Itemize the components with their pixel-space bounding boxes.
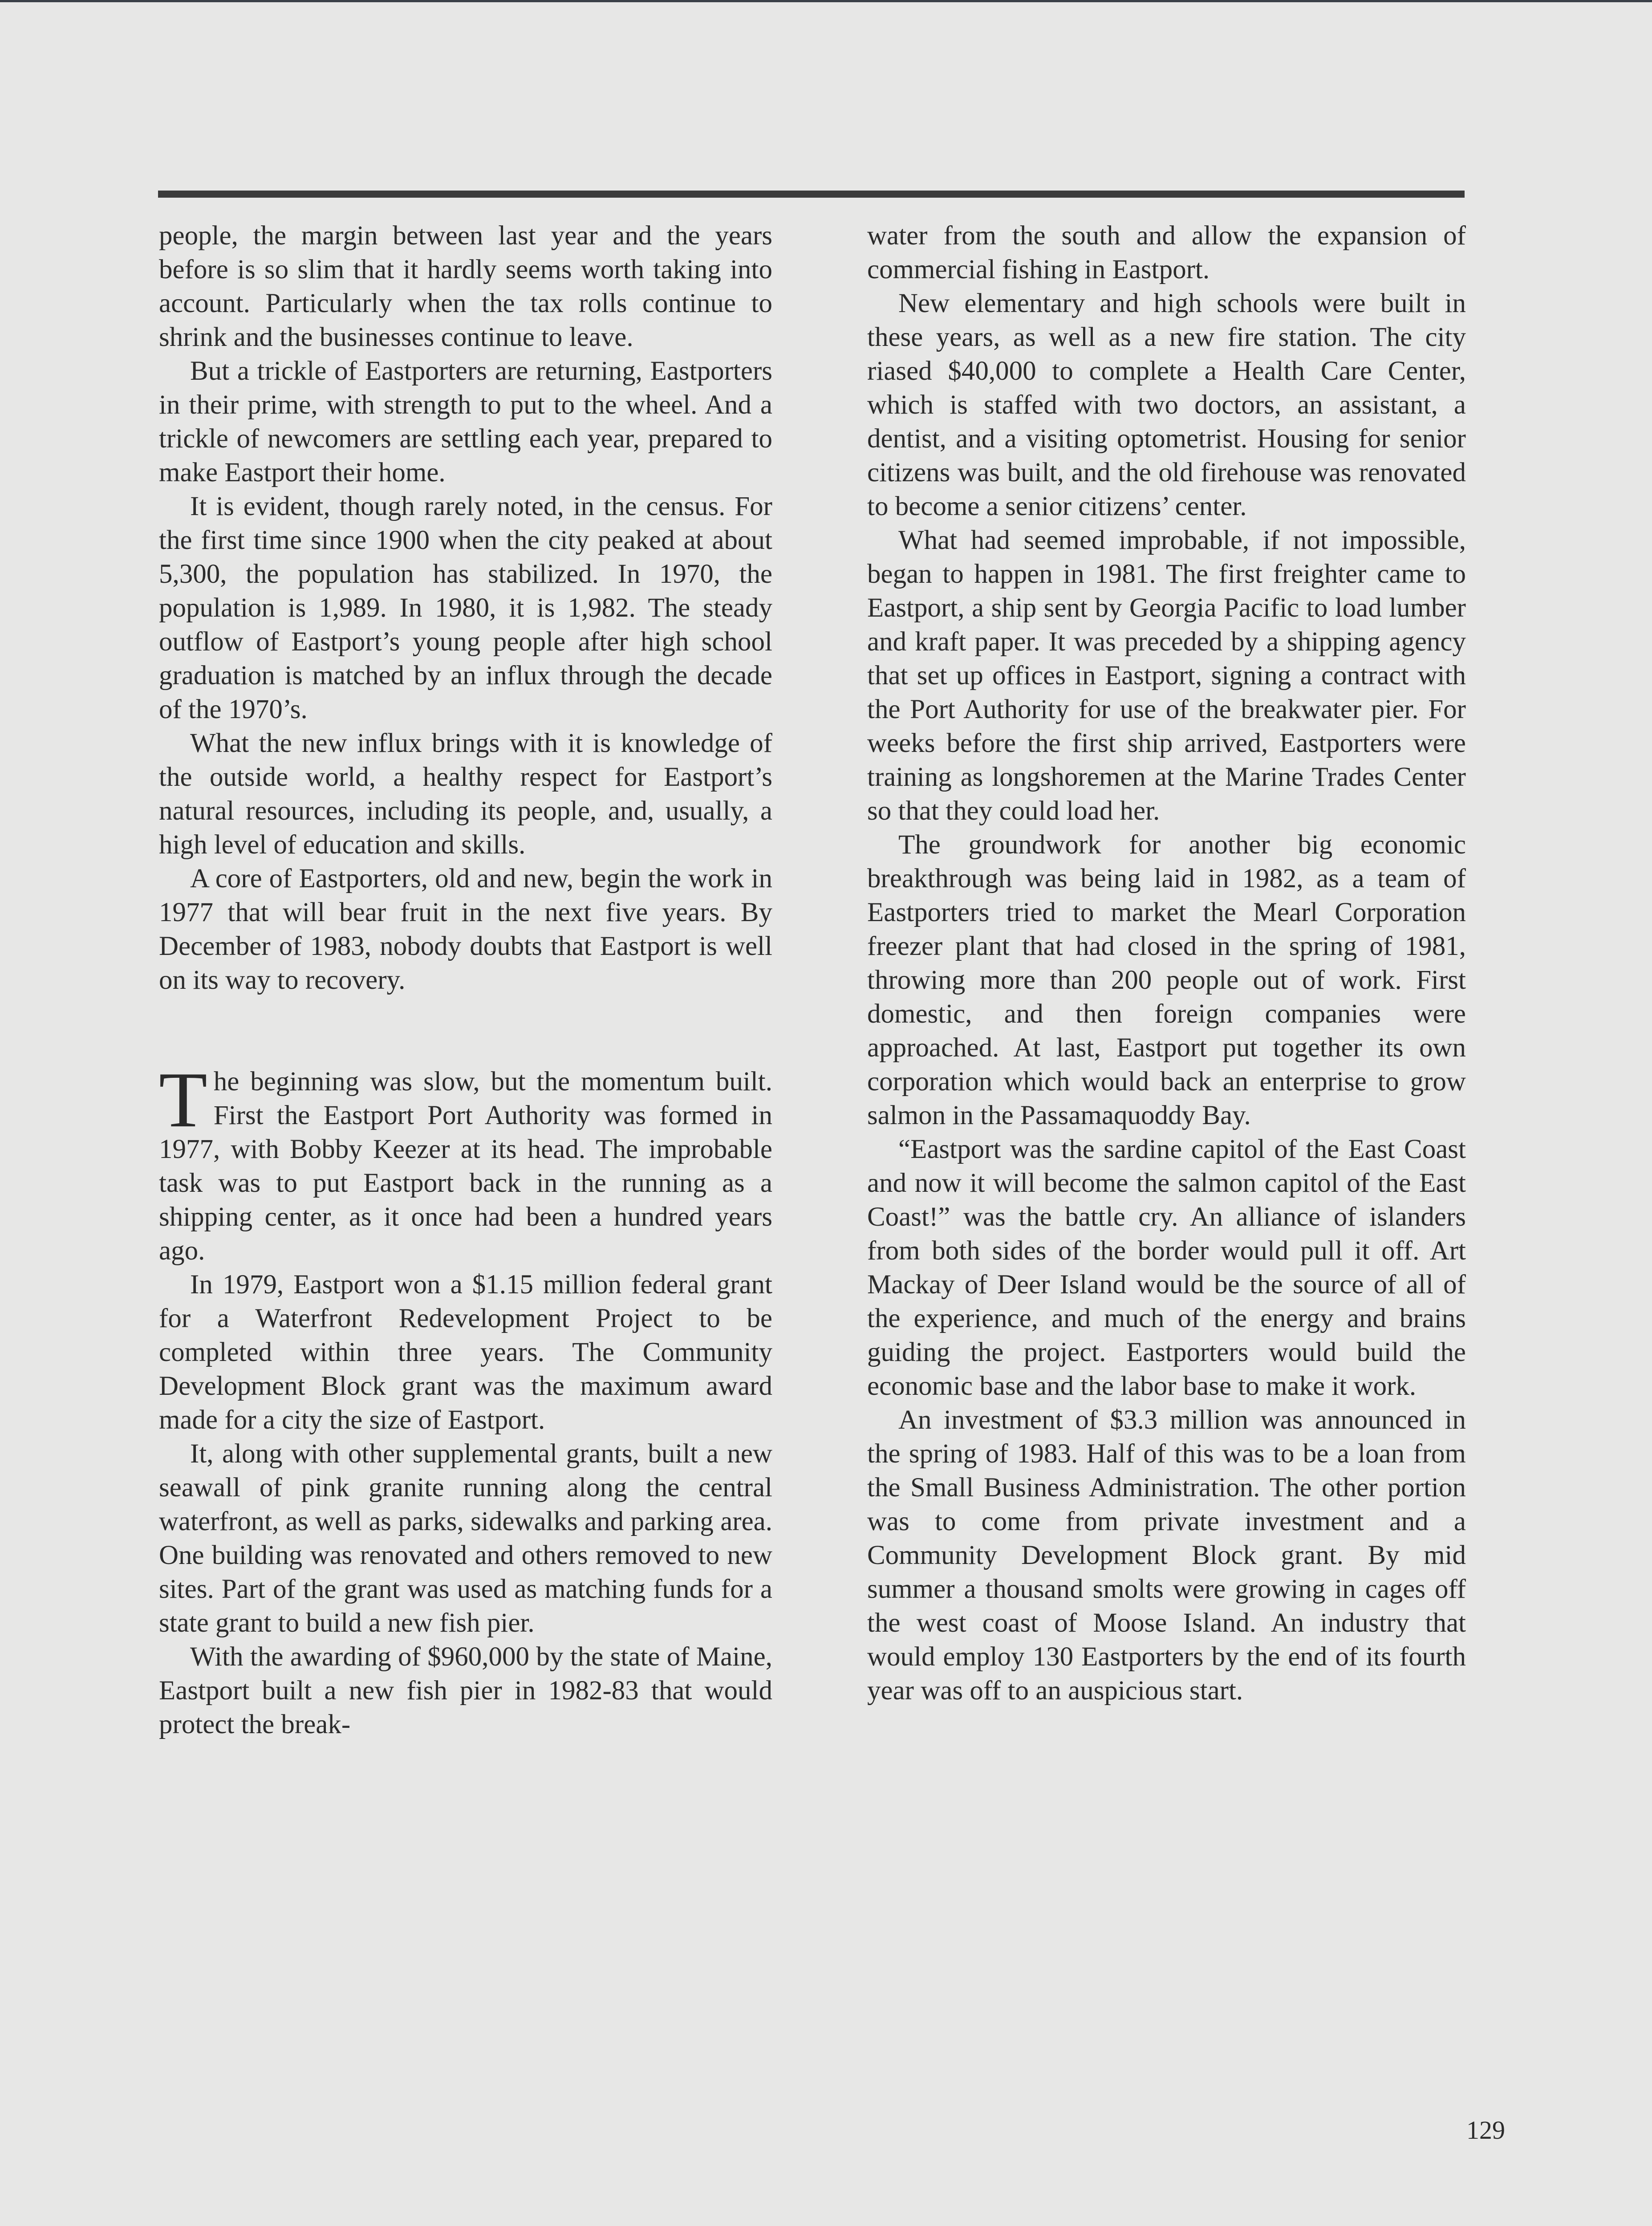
right-column (867, 219, 1466, 1708)
paragraph-text: he beginning was slow, but the momentum built. First the Eastport Port Authority was formed in 1977, with Bobby Keezer at its head. The improbable task was to put Eastport back in the running as a shipping center, as it once had been a hundred years ago. (159, 1067, 772, 1266)
paragraph: It, along with other supplemental grants, built a new seawall of pink granite running along the central waterfront, as well as parks, sidewalks and parking area. One building was renovated and others removed to new sites. Part of the grant was used as matching funds for a state grant to build a new fish pier. (159, 1439, 772, 1638)
page-number: 129 (1466, 2116, 1505, 2145)
paragraph: With the awarding of $960,000 by the state of Maine, Eastport built a new fish pier in 1982-83 that would protect the break- (159, 1642, 772, 1739)
drop-cap: T (159, 1056, 207, 1144)
paragraph: “Eastport was the sardine capitol of the East Coast and now it will become the salmon capitol of the East Coast!” was the battle cry. An alliance of islanders from both sides of the border would pull it off. Art Mackay of Deer Island would be the source of all of the experience, and much of the energy and brains guiding the project. Eastporters would build the economic base and the labor base to make it work. (867, 1134, 1466, 1401)
paragraph: water from the south and allow the expansion of commercial fishing in Eastport. (867, 221, 1466, 284)
section-opening-paragraph (159, 1056, 772, 1268)
section-break (159, 997, 772, 1065)
scan-top-edge (0, 0, 1652, 2)
paragraph: An investment of $3.3 million was announced in the spring of 1983. Half of this was to be a loan from the Small Business Administration. The other portion was to come from private investment and a Community Development Block grant. By mid summer a thousand smolts were growing in cages off the west coast of Moose Island. An industry that would employ 130 Eastporters by the end of its fourth year was off to an auspicious start. (867, 1405, 1466, 1706)
paragraph: New elementary and high schools were built in these years, as well as a new fire station. The city riased $40,000 to complete a Health Care Center, which is staffed with two doctors, an assistant, a dentist, and a visiting optometrist. Housing for senior citizens was built, and the old firehouse was renovated to become a senior citizens’ center. (867, 288, 1466, 521)
paragraph: It is evident, though rarely noted, in the census. For the first time since 1900 when the city peaked at about 5,300, the population has stabilized. In 1970, the population is 1,989. In 1980, it is 1,982. The steady outflow of Eastport’s young people after high school graduation is matched by an influx through the decade of the 1970’s. (159, 492, 772, 724)
left-column (159, 219, 772, 1742)
paragraph: The groundwork for another big economic breakthrough was being laid in 1982, as a team of Eastporters tried to market the Mearl Corporation freezer plant that had closed in the spring of 1981, throwing more than 200 people out of work. First domestic, and then foreign companies were approached. At last, Eastport put together its own corporation which would back an enterprise to grow salmon in the Passamaquoddy Bay. (867, 830, 1466, 1130)
paragraph: What the new influx brings with it is knowledge of the outside world, a healthy respect for Eastport’s natural resources, including its people, and, usually, a high level of education and skills. (159, 728, 772, 860)
header-rule (158, 191, 1465, 198)
paragraph: But a trickle of Eastporters are returning, Eastporters in their prime, with strength to put to the wheel. And a trickle of newcomers are settling each year, prepared to make Eastport their home. (159, 356, 772, 487)
paragraph: What had seemed improbable, if not impossible, began to happen in 1981. The first freighter came to Eastport, a ship sent by Georgia Pacific to load lumber and kraft paper. It was preceded by a shipping agency that set up offices in Eastport, signing a contract with the Port Authority for use of the breakwater pier. For weeks before the first ship arrived, Eastporters were training as longshoremen at the Marine Trades Center so that they could load her. (867, 525, 1466, 826)
paragraph: In 1979, Eastport won a $1.15 million federal grant for a Waterfront Redevelopment Project to be completed within three years. The Community Development Block grant was the maximum award made for a city the size of Eastport. (159, 1270, 772, 1435)
paragraph: A core of Eastporters, old and new, begin the work in 1977 that will bear fruit in the next five years. By December of 1983, nobody doubts that Eastport is well on its way to recovery. (159, 864, 772, 995)
paragraph: people, the margin between last year and the years before is so slim that it hardly seems worth taking into account. Particularly when the tax rolls continue to shrink and the businesses continue to leave. (159, 221, 772, 352)
